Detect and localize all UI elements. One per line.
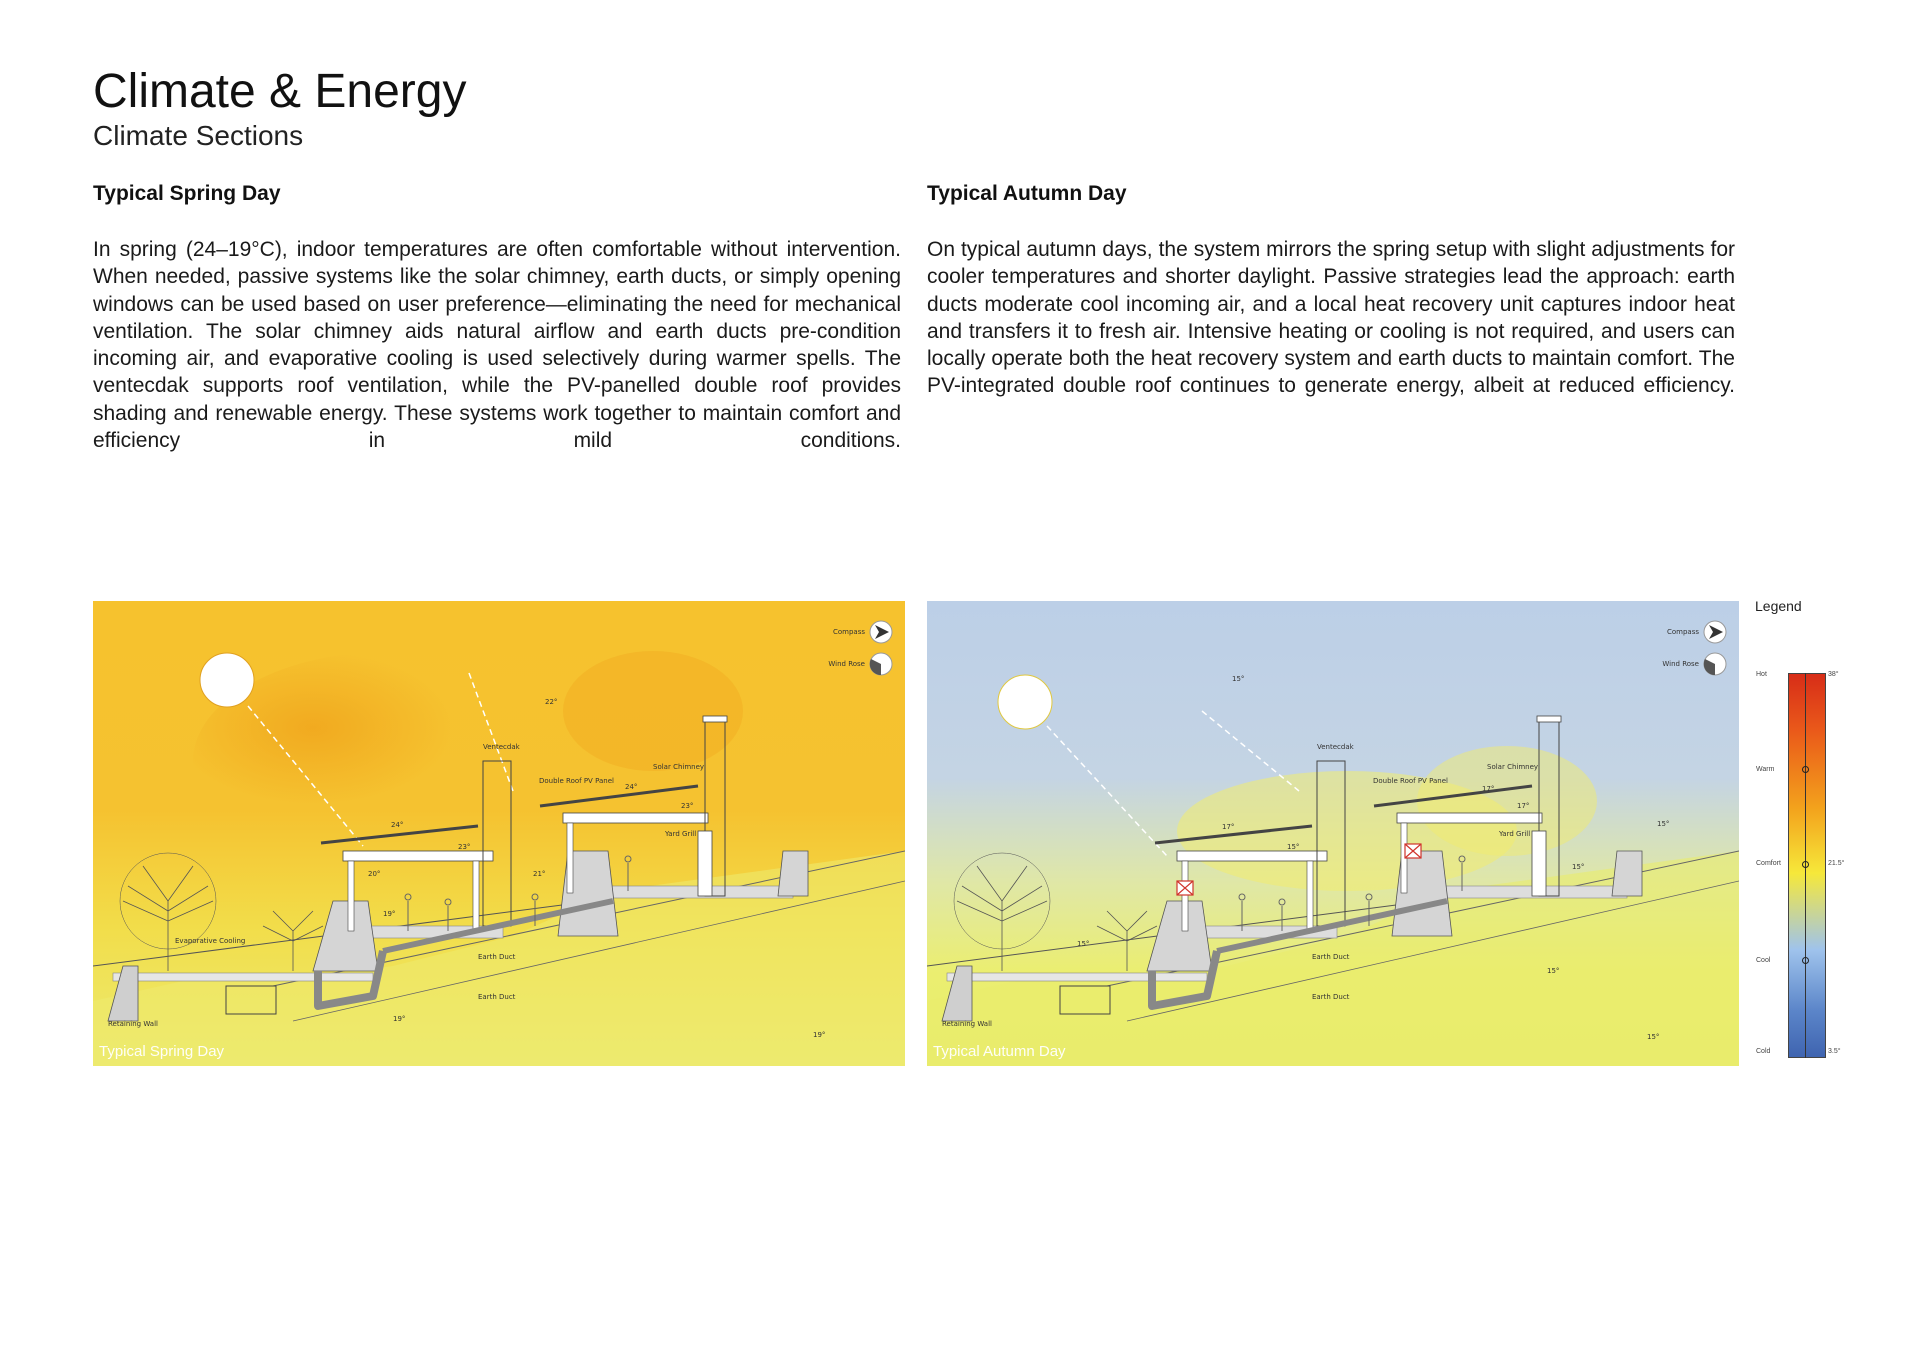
annotation: 15° bbox=[1657, 820, 1670, 828]
legend-level-cold: Cold bbox=[1756, 1048, 1771, 1055]
compass-label: Compass bbox=[832, 628, 865, 636]
annotation: Solar Chimney bbox=[653, 763, 705, 771]
annotation: Ventecdak bbox=[483, 743, 520, 751]
annotation: 15° bbox=[1647, 1033, 1660, 1041]
legend-level-hot: Hot bbox=[1756, 671, 1767, 678]
annotation: 20° bbox=[368, 870, 381, 878]
annotation: 17° bbox=[1517, 802, 1530, 810]
annotation: Retaining Wall bbox=[942, 1020, 992, 1028]
spring-section-diagram bbox=[93, 601, 905, 1066]
legend-level-comfort: Comfort bbox=[1756, 860, 1781, 867]
legend-marker bbox=[1802, 766, 1809, 773]
annotation: Retaining Wall bbox=[108, 1020, 158, 1028]
annotation: Solar Chimney bbox=[1487, 763, 1539, 771]
windrose-label: Wind Rose bbox=[828, 660, 865, 668]
annotation: Earth Duct bbox=[478, 993, 516, 1001]
annotation: 19° bbox=[813, 1031, 826, 1039]
annotation: Earth Duct bbox=[1312, 993, 1350, 1001]
spring-section-drawing bbox=[93, 601, 905, 1066]
spring-description: In spring (24–19°C), indoor temperatures are often comfortable without intervention. When needed, passive systems like the solar chimney, earth ducts, or simply opening windows can be used based on user preference—eliminating the need for mechanical ventilation. The solar chimney aids natural airflow and earth ducts pre-condition incoming air, and evaporative cooling is used selectively during warmer spells. The ventecdak supports roof ventilation, while the PV-panelled double roof provides shading and renewable energy. These systems work together to maintain comfort and efficiency in mild conditions. bbox=[93, 238, 901, 453]
windrose-label: Wind Rose bbox=[1662, 660, 1699, 668]
legend-level-warm: Warm bbox=[1756, 766, 1775, 773]
autumn-description: On typical autumn days, the system mirrors the spring setup with slight adjustments for cooler temperatures and shorter daylight. Passive strategies lead the approach: earth ducts moderate cool incoming air, and a local heat recovery unit captures indoor heat and transfers it to fresh air. Intensive heating or cooling is not required, and users can locally operate both the heat recovery system and earth ducts to maintain comfort. The PV-integrated double roof continues to generate energy, albeit at reduced efficiency. bbox=[927, 238, 1735, 398]
page-subtitle: Climate Sections bbox=[93, 120, 304, 151]
legend-marker bbox=[1802, 957, 1809, 964]
annotation: 19° bbox=[393, 1015, 406, 1023]
autumn-heading: Typical Autumn Day bbox=[927, 182, 1127, 205]
annotation: 15° bbox=[1572, 863, 1585, 871]
spring-panel-caption: Typical Spring Day bbox=[99, 1043, 225, 1060]
annotation: Double Roof PV Panel bbox=[1373, 777, 1448, 785]
annotation: 17° bbox=[1482, 785, 1495, 793]
annotation: Ventecdak bbox=[1317, 743, 1354, 751]
annotation: 24° bbox=[391, 821, 404, 829]
legend-level-cool: Cool bbox=[1756, 957, 1771, 964]
sun-icon bbox=[200, 653, 254, 707]
annotation: Double Roof PV Panel bbox=[539, 777, 614, 785]
annotation: 15° bbox=[1547, 967, 1560, 975]
compass-label: Compass bbox=[1666, 628, 1699, 636]
annotation: 15° bbox=[1077, 940, 1090, 948]
compass-icon bbox=[870, 621, 892, 643]
autumn-section-drawing bbox=[927, 601, 1739, 1066]
annotation: Earth Duct bbox=[1312, 953, 1350, 961]
windrose-icon bbox=[870, 653, 892, 675]
annotation: Evaporative Cooling bbox=[175, 937, 246, 945]
annotation: Yard Grill bbox=[665, 830, 697, 838]
annotation: 22° bbox=[545, 698, 558, 706]
annotation: 19° bbox=[383, 910, 396, 918]
annotation: 23° bbox=[681, 802, 694, 810]
annotation: 17° bbox=[1222, 823, 1235, 831]
sun-icon bbox=[998, 675, 1052, 729]
annotation: 15° bbox=[1232, 675, 1245, 683]
annotation: Earth Duct bbox=[478, 953, 516, 961]
annotation: 24° bbox=[625, 783, 638, 791]
legend-title: Legend bbox=[1755, 598, 1802, 614]
autumn-panel-caption: Typical Autumn Day bbox=[933, 1043, 1066, 1060]
annotation: Yard Grill bbox=[1499, 830, 1531, 838]
page-title: Climate & Energy bbox=[93, 65, 467, 118]
autumn-section-diagram bbox=[927, 601, 1739, 1066]
legend-max-value: 38° bbox=[1828, 671, 1839, 678]
compass-icon bbox=[1704, 621, 1726, 643]
annotation: 23° bbox=[458, 843, 471, 851]
legend-comfort-value: 21.5° bbox=[1828, 860, 1845, 867]
spring-heading: Typical Spring Day bbox=[93, 182, 281, 205]
annotation: 21° bbox=[533, 870, 546, 878]
annotation: 15° bbox=[1287, 843, 1300, 851]
legend-min-value: 3.5° bbox=[1828, 1048, 1841, 1055]
windrose-icon bbox=[1704, 653, 1726, 675]
legend-marker bbox=[1802, 861, 1809, 868]
